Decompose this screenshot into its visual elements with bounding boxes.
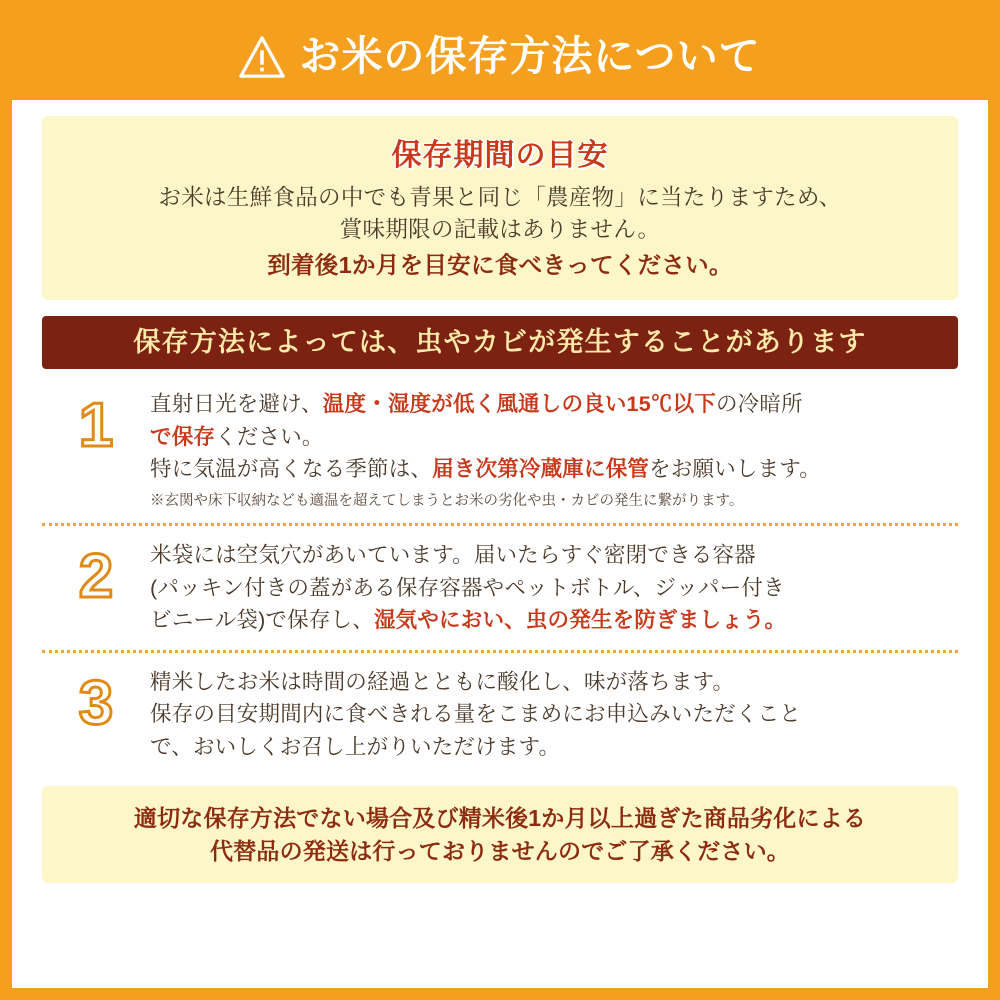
step-text: 特に気温が高くなる季節は、 bbox=[150, 457, 433, 482]
step-text: の冷暗所 bbox=[715, 392, 803, 417]
footer-note-line-2: 代替品の発送は行っておりませんのでご了承ください。 bbox=[210, 837, 790, 864]
footer-note-box bbox=[42, 786, 958, 883]
header bbox=[12, 12, 988, 100]
steps-list bbox=[42, 375, 958, 776]
step-line bbox=[150, 454, 952, 485]
warning-banner bbox=[42, 316, 958, 369]
step-number: 3 bbox=[78, 668, 114, 738]
step-text: 直射日光を避け、 bbox=[150, 392, 323, 417]
storage-period-line-2: 賞味期限の記載はありません。 bbox=[339, 216, 661, 242]
list-item bbox=[42, 523, 958, 650]
page-title: お米の保存方法について bbox=[299, 32, 761, 79]
step-line: 米袋には空気穴があいています。届いたらすぐ密閉できる容器 bbox=[150, 543, 756, 568]
step-number: 2 bbox=[78, 542, 114, 612]
list-item bbox=[42, 375, 958, 523]
step-text: をお願いします。 bbox=[649, 457, 822, 482]
step-highlight: 温度・湿度が低く風通しの良い15℃以下 bbox=[322, 392, 716, 417]
step-highlight: で保存 bbox=[150, 424, 216, 449]
step-text: ビニール袋)で保存し、 bbox=[150, 608, 374, 633]
step-line bbox=[150, 389, 952, 420]
storage-period-line-1: お米は生鮮食品の中でも青果と同じ「農産物」に当たりますため、 bbox=[158, 185, 842, 210]
warning-triangle-icon bbox=[239, 34, 285, 80]
step-line: で、おいしくお召し上がりいただけます。 bbox=[150, 734, 561, 759]
list-item bbox=[42, 650, 958, 777]
step-line: 精米したお米は時間の経過とともに酸化し、味が落ちます。 bbox=[150, 669, 735, 694]
step-body bbox=[150, 389, 958, 511]
storage-period-title: 保存期間の目安 bbox=[391, 139, 609, 172]
storage-period-emphasis: 到着後1か月を目安に食べきってください。 bbox=[267, 251, 733, 278]
step-note: ※玄関や床下収納なども適温を超えてしまうとお米の劣化や虫・カビの発生に繋がります。 bbox=[150, 492, 744, 509]
step-line bbox=[150, 605, 952, 636]
storage-period-box bbox=[42, 116, 958, 300]
warning-banner-text: 保存方法によっては、虫やカビが発生することがあります bbox=[133, 327, 867, 358]
step-highlight: 届き次第冷蔵庫に保管 bbox=[432, 457, 650, 482]
poster-inner bbox=[12, 12, 988, 988]
step-body bbox=[150, 667, 958, 765]
step-line: 保存の目安期間内に食べきれる量をこまめにお申込みいただくこと bbox=[150, 702, 802, 727]
footer-note-line-1: 適切な保存方法でない場合及び精米後1か月以上過ぎた商品劣化による bbox=[133, 805, 867, 832]
step-line: (パッキン付きの蓋がある保存容器やペットボトル、ジッパー付き bbox=[150, 575, 785, 600]
step-text: ください。 bbox=[215, 424, 324, 449]
step-number: 1 bbox=[78, 391, 114, 461]
step-line bbox=[150, 422, 952, 453]
step-highlight: 湿気やにおい、虫の発生を防ぎましょう。 bbox=[373, 608, 787, 633]
step-body bbox=[150, 540, 958, 638]
